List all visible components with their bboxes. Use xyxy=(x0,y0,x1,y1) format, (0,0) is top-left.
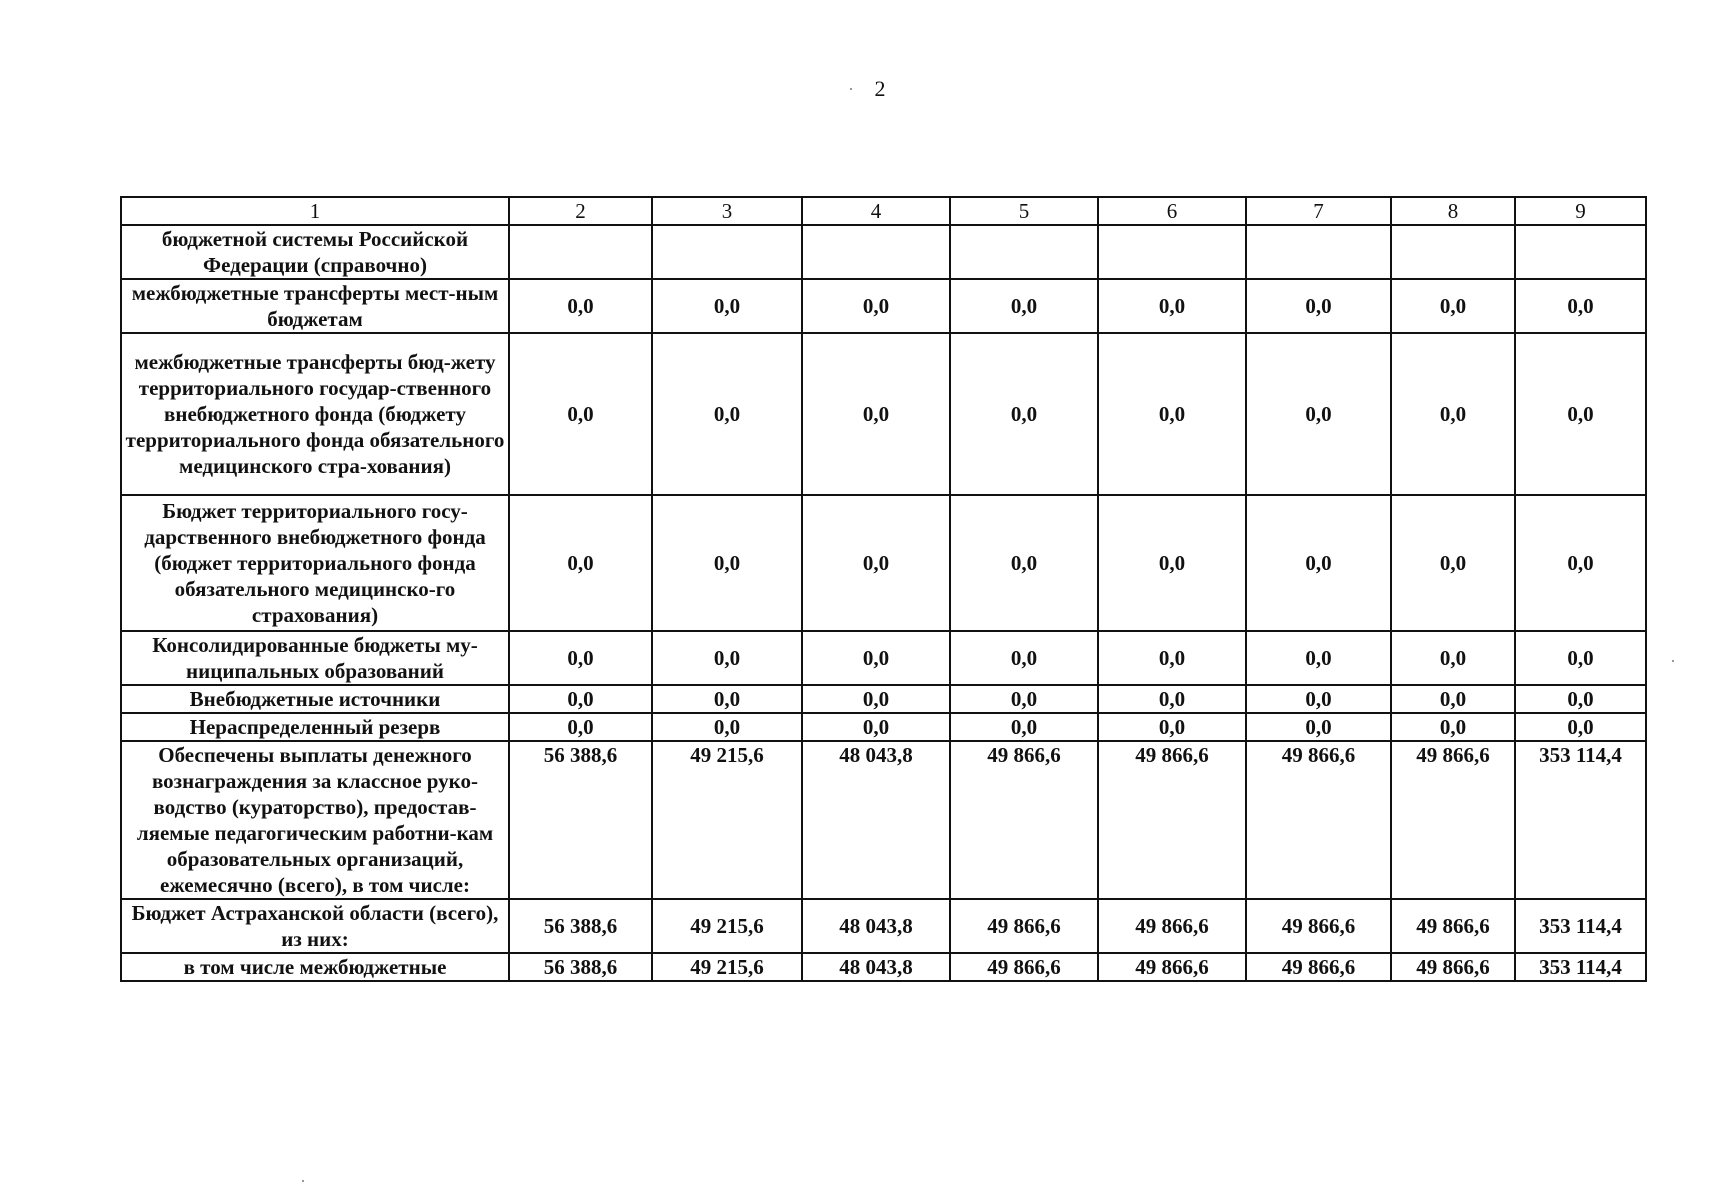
value-cell: 0,0 xyxy=(802,333,950,495)
value-cell: 0,0 xyxy=(509,631,652,685)
row-label: межбюджетные трансферты мест-ным бюджетам xyxy=(121,279,509,333)
value-cell: 49 866,6 xyxy=(1246,899,1391,953)
column-number: 7 xyxy=(1246,197,1391,225)
value-cell: 0,0 xyxy=(509,333,652,495)
value-cell: 49 866,6 xyxy=(1391,953,1515,981)
value-cell: 49 866,6 xyxy=(1391,741,1515,899)
value-cell: 49 866,6 xyxy=(1098,741,1246,899)
row-label: межбюджетные трансферты бюд-жету территориального государ-ственного внебюджетного фонда (бюджету территориального фонда обязательного медицинского стра-хования) xyxy=(121,333,509,495)
table-row xyxy=(121,685,1646,713)
value-cell: 49 215,6 xyxy=(652,741,802,899)
value-cell: 0,0 xyxy=(802,685,950,713)
row-label: в том числе межбюджетные xyxy=(121,953,509,981)
budget-table xyxy=(120,196,1647,982)
value-cell: 0,0 xyxy=(652,631,802,685)
scan-speck xyxy=(302,1180,304,1182)
value-cell xyxy=(1515,225,1646,279)
value-cell: 0,0 xyxy=(509,713,652,741)
value-cell: 0,0 xyxy=(1098,631,1246,685)
value-cell: 0,0 xyxy=(1515,279,1646,333)
row-label: Обеспечены выплаты денежного вознаграждения за классное руко-водство (кураторство), предостав-ляемые педагогическим работни-кам образовательных организаций, ежемесячно (всего), в том числе: xyxy=(121,741,509,899)
value-cell: 49 866,6 xyxy=(1391,899,1515,953)
row-label: Бюджет Астраханской области (всего), из них: xyxy=(121,899,509,953)
value-cell: 0,0 xyxy=(1391,279,1515,333)
value-cell: 0,0 xyxy=(1246,713,1391,741)
value-cell: 0,0 xyxy=(1246,685,1391,713)
row-label: Консолидированные бюджеты му-ниципальных образований xyxy=(121,631,509,685)
value-cell: 49 866,6 xyxy=(1246,953,1391,981)
value-cell: 0,0 xyxy=(802,713,950,741)
table-row xyxy=(121,631,1646,685)
value-cell: 0,0 xyxy=(652,279,802,333)
row-label: Бюджет территориального госу-дарственного внебюджетного фонда (бюджет территориального фонда обязательного медицинско-го страхования) xyxy=(121,495,509,631)
value-cell: 0,0 xyxy=(1098,279,1246,333)
table-row xyxy=(121,225,1646,279)
value-cell: 49 866,6 xyxy=(950,741,1098,899)
table-row xyxy=(121,279,1646,333)
value-cell: 0,0 xyxy=(1515,713,1646,741)
value-cell: 0,0 xyxy=(950,685,1098,713)
value-cell: 0,0 xyxy=(1391,685,1515,713)
table-row xyxy=(121,713,1646,741)
value-cell: 49 866,6 xyxy=(1098,953,1246,981)
value-cell: 353 114,4 xyxy=(1515,953,1646,981)
column-number: 1 xyxy=(121,197,509,225)
value-cell: 48 043,8 xyxy=(802,741,950,899)
value-cell: 0,0 xyxy=(950,495,1098,631)
column-number: 3 xyxy=(652,197,802,225)
value-cell xyxy=(509,225,652,279)
value-cell: 49 866,6 xyxy=(1246,741,1391,899)
row-label: Нераспределенный резерв xyxy=(121,713,509,741)
value-cell: 0,0 xyxy=(652,495,802,631)
value-cell: 56 388,6 xyxy=(509,741,652,899)
value-cell: 0,0 xyxy=(509,279,652,333)
table-row xyxy=(121,495,1646,631)
value-cell: 0,0 xyxy=(652,685,802,713)
table-body xyxy=(121,197,1646,981)
value-cell: 0,0 xyxy=(1246,495,1391,631)
value-cell xyxy=(1098,225,1246,279)
page-number: 2 xyxy=(874,76,886,101)
value-cell: 0,0 xyxy=(1391,333,1515,495)
value-cell: 0,0 xyxy=(1515,333,1646,495)
column-number: 4 xyxy=(802,197,950,225)
row-label: бюджетной системы Российской Федерации (справочно) xyxy=(121,225,509,279)
value-cell: 0,0 xyxy=(1515,631,1646,685)
value-cell xyxy=(950,225,1098,279)
value-cell: 0,0 xyxy=(950,631,1098,685)
column-number-row xyxy=(121,197,1646,225)
value-cell: 0,0 xyxy=(509,495,652,631)
column-number: 5 xyxy=(950,197,1098,225)
value-cell: 0,0 xyxy=(950,279,1098,333)
table-row xyxy=(121,741,1646,899)
column-number: 9 xyxy=(1515,197,1646,225)
value-cell xyxy=(1246,225,1391,279)
column-number: 6 xyxy=(1098,197,1246,225)
value-cell: 0,0 xyxy=(1246,279,1391,333)
value-cell: 48 043,8 xyxy=(802,899,950,953)
value-cell: 0,0 xyxy=(1391,631,1515,685)
value-cell: 49 215,6 xyxy=(652,953,802,981)
value-cell: 56 388,6 xyxy=(509,953,652,981)
column-number: 8 xyxy=(1391,197,1515,225)
value-cell: 0,0 xyxy=(1246,333,1391,495)
value-cell: 48 043,8 xyxy=(802,953,950,981)
scan-speck xyxy=(1672,660,1674,662)
table-row xyxy=(121,333,1646,495)
value-cell: 0,0 xyxy=(1515,495,1646,631)
value-cell: 0,0 xyxy=(1098,713,1246,741)
value-cell: 0,0 xyxy=(1391,495,1515,631)
value-cell: 0,0 xyxy=(802,495,950,631)
value-cell: 0,0 xyxy=(1098,333,1246,495)
value-cell: 0,0 xyxy=(1246,631,1391,685)
value-cell xyxy=(1391,225,1515,279)
value-cell: 0,0 xyxy=(950,713,1098,741)
value-cell: 0,0 xyxy=(802,631,950,685)
value-cell: 0,0 xyxy=(652,713,802,741)
value-cell: 0,0 xyxy=(950,333,1098,495)
value-cell: 353 114,4 xyxy=(1515,899,1646,953)
value-cell: 56 388,6 xyxy=(509,899,652,953)
table-row xyxy=(121,899,1646,953)
value-cell: 0,0 xyxy=(802,279,950,333)
value-cell: 49 866,6 xyxy=(950,953,1098,981)
value-cell: 49 215,6 xyxy=(652,899,802,953)
value-cell: 353 114,4 xyxy=(1515,741,1646,899)
value-cell: 0,0 xyxy=(1391,713,1515,741)
scan-speck xyxy=(850,88,852,90)
value-cell: 0,0 xyxy=(1098,685,1246,713)
row-label: Внебюджетные источники xyxy=(121,685,509,713)
value-cell: 0,0 xyxy=(1515,685,1646,713)
table-row xyxy=(121,953,1646,981)
value-cell: 49 866,6 xyxy=(1098,899,1246,953)
value-cell: 0,0 xyxy=(509,685,652,713)
value-cell: 0,0 xyxy=(1098,495,1246,631)
value-cell xyxy=(802,225,950,279)
value-cell: 49 866,6 xyxy=(950,899,1098,953)
value-cell xyxy=(652,225,802,279)
value-cell: 0,0 xyxy=(652,333,802,495)
column-number: 2 xyxy=(509,197,652,225)
